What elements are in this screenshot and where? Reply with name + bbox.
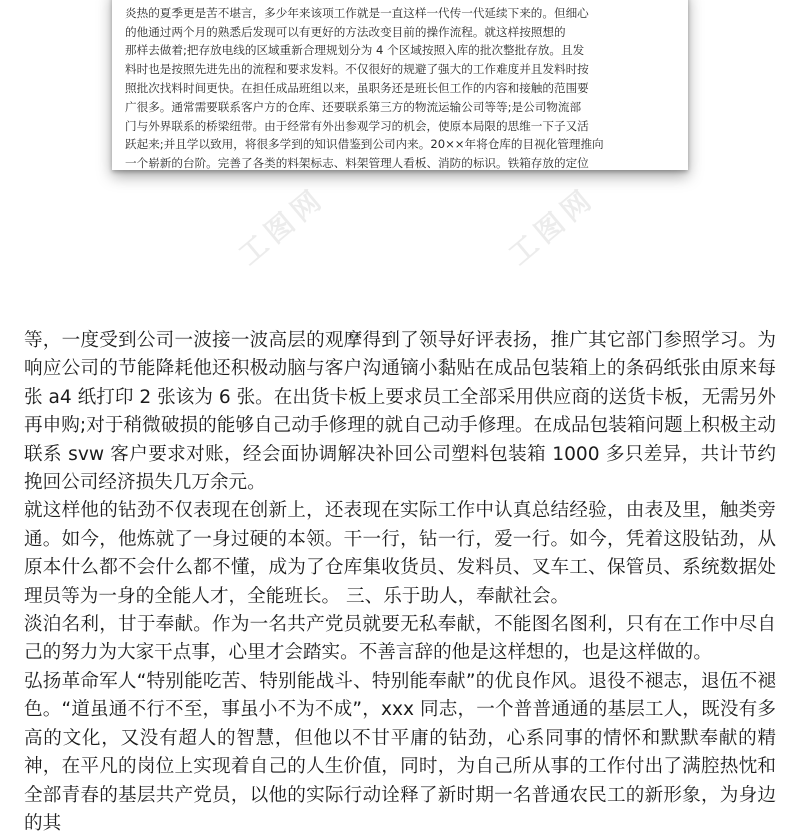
body-paragraph: 就这样他的钻劲不仅表现在创新上，还表现在实际工作中认真总结经验，由表及里，触类旁通。如今，他炼就了一身过硬的本领。干一行，钻一行，爱一行。如今，凭着这股钻劲，从原本什么都不会什么都不懂，成为了仓库集收货员、发料员、叉车工、保管员、系统数据处理员等为一身的全能人才，全能班长。 三、乐于助人，奉献社会。	[24, 500, 776, 607]
snippet-text	[125, 0, 678, 170]
watermark: 工图网	[502, 180, 602, 272]
body-paragraph: 等，一度受到公司一波接一波高层的观摩得到了领导好评表扬，推广其它部门参照学习。为响应公司的节能降耗他还积极动脑与客户沟通镝小黏贴在成品包装箱上的条码纸张由原来每张 a4 纸打印 2 张该为 6 张。在出货卡板上要求员工全部采用供应商的送货卡板，无需另外再申购;对于稍微破损的能够自己动手修理的就自己动手修理。在成品包装箱问题上积极主动联系 svw 客户要求对账，经会面协调解决补回公司塑料包装箱 1000 多只差异，共计节约挽回公司经济损失几万余元。	[24, 330, 776, 494]
snippet-line: 的他通过两个月的熟悉后发现可以有更好的方法改变目前的操作流程。就这样按照想的	[125, 24, 566, 39]
snippet-line: 那样去做着;把存放电线的区域重新合理规划分为 4 个区域按照入库的批次整批存放。且发	[125, 43, 585, 58]
snippet-line: 料时也是按照先进先出的流程和要求发料。不仅很好的规避了强大的工作难度并且发料时按	[125, 62, 589, 77]
snippet-line: 炎热的夏季更是苦不堪言，多少年来该项工作就是一直这样一代传一代延续下来的。但细心	[125, 5, 589, 20]
body-paragraph: 弘扬革命军人“特别能吃苦、特别能战斗、特别能奉献”的优良作风。退役不褪志，退伍不褪色。“道虽通不行不至，事虽小不为不成”，xxx 同志，一个普普通通的基层工人，既没有多高的文化，又没有超人的智慧，但他以不甘平庸的钻劲，心系同事的情怀和默默奉献的精神，在平凡的岗位上实现着自己的人生价值，同时，为自己所从事的工作付出了满腔热忱和全部青春的基层共产党员，以他的实际行动诠释了新时期一名普通农民工的新形象，为身边的其	[24, 670, 776, 834]
snippet-line: 跃起来;并且学以致用，将很多学到的知识借鉴到公司内来。20××年将仓库的目视化管理推向	[125, 137, 604, 152]
document-page-snippet	[112, 0, 688, 170]
document-body	[24, 327, 776, 838]
snippet-line: 一个崭新的台阶。完善了各类的料架标志、料架管理人看板、消防的标识。铁箱存放的定位	[125, 156, 589, 170]
body-paragraph: 淡泊名利，甘于奉献。作为一名共产党员就要无私奉献，不能图名图利，只有在工作中尽自己的努力为大家干点事，心里才会踏实。不善言辞的他是这样想的，也是这样做的。	[24, 614, 776, 664]
watermark: 工图网	[232, 180, 332, 272]
snippet-line: 门与外界联系的桥梁纽带。由于经常有外出参观学习的机会，使原本局限的思维一下子又活	[125, 118, 589, 133]
snippet-line: 照批次找料时间更快。在担任成品班组以来，虽职务还是班长但工作的内容和接触的范围要	[125, 80, 589, 95]
document-preview-area	[0, 0, 800, 300]
snippet-line: 广很多。通常需要联系客户方的仓库、还要联系第三方的物流运输公司等等;是公司物流部	[125, 99, 582, 114]
